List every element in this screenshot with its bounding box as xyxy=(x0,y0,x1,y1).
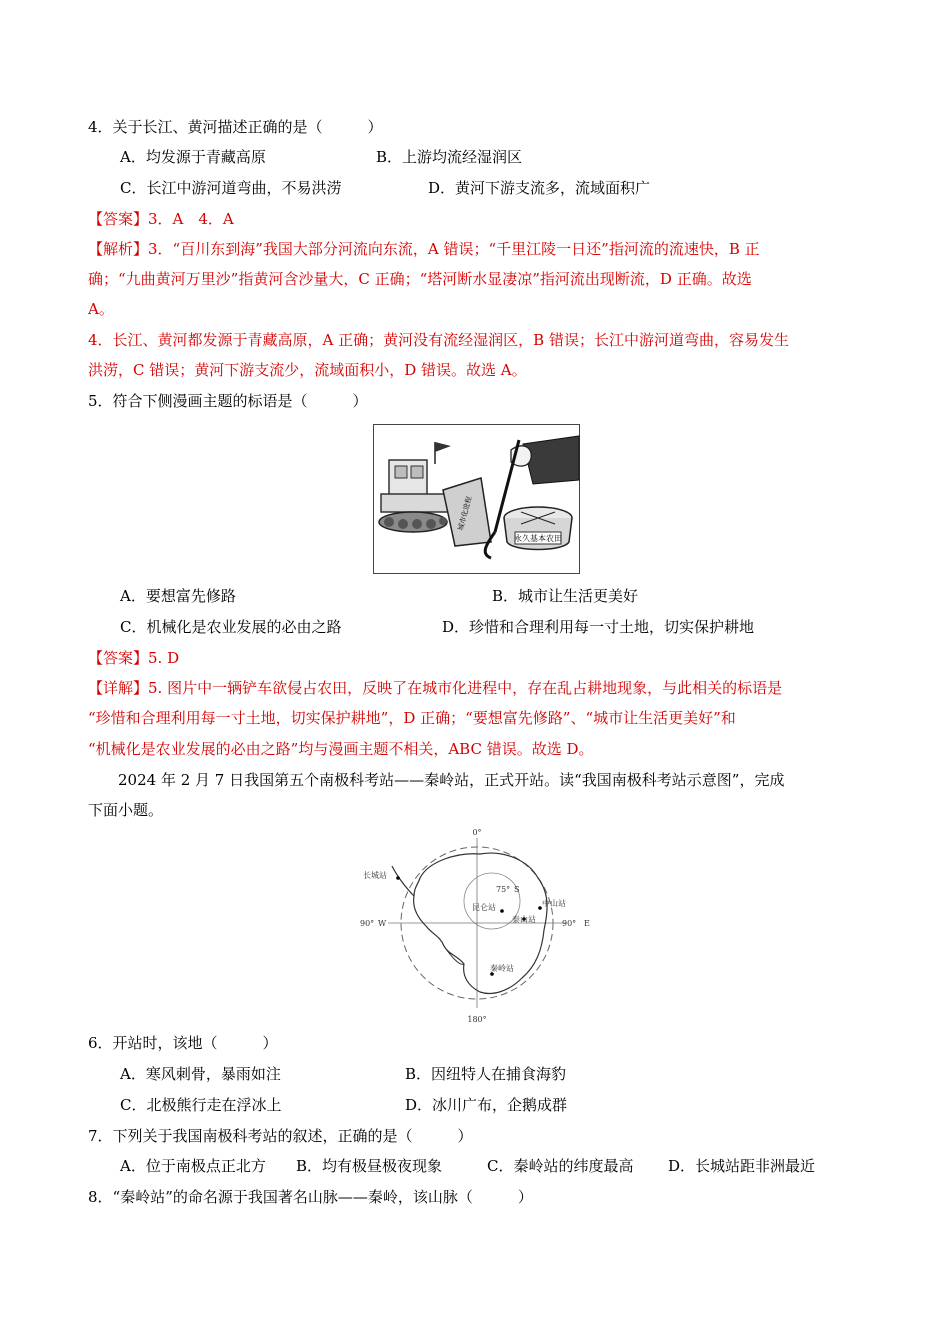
explanation-5-line-2: “珍惜和合理利用每一寸土地，切实保护耕地”，D 正确；“要想富先修路”、“城市让生活更美好”和 xyxy=(88,709,736,727)
question-7-option-a: A．位于南极点正北方 xyxy=(120,1157,266,1175)
question-5-option-a: A．要想富先修路 xyxy=(120,587,236,605)
map-right-direction: E xyxy=(584,919,590,928)
question-4-stem: 4．关于长江、黄河描述正确的是（ ） xyxy=(88,118,383,136)
map-left-direction: W xyxy=(378,919,387,928)
changcheng-station-label: 长城站 xyxy=(363,871,387,880)
question-6-option-a: A．寒风刺骨，暴雨如注 xyxy=(120,1065,281,1083)
peninsula-outline xyxy=(392,866,414,896)
answer-3-4: 【答案】3．A 4．A xyxy=(88,210,234,228)
explanation-5-line-3: “机械化是农业发展的必由之路”均与漫画主题不相关，ABC 错误。故选 D。 xyxy=(88,740,594,758)
kunlun-station-label: 昆仑站 xyxy=(472,903,496,912)
question-6-option-d: D．冰川广布，企鹅成群 xyxy=(405,1096,568,1114)
question-4-option-c: C．长江中游河道弯曲，不易洪涝 xyxy=(120,179,342,197)
map-right-degree: 90° xyxy=(562,919,577,928)
map-left-degree: 90° xyxy=(360,919,375,928)
question-4-option-d: D．黄河下游支流多，流域面积广 xyxy=(428,179,651,197)
bulldozer-sign: 城市化进程 xyxy=(456,495,474,532)
question-8-stem: 8．“秦岭站”的命名源于我国著名山脉——秦岭，该山脉（ ） xyxy=(88,1188,533,1206)
question-7-option-d: D．长城站距非洲最近 xyxy=(668,1157,816,1175)
intro-line-2: 下面小题。 xyxy=(88,801,164,819)
farmland-sign: 永久基本农田 xyxy=(514,534,562,543)
question-5-option-d: D．珍惜和合理利用每一寸土地，切实保护耕地 xyxy=(442,618,755,636)
map-latitude-direction: S xyxy=(514,885,520,894)
question-4-option-a: A．均发源于青藏高原 xyxy=(120,148,266,166)
explanation-5-line-1: 【详解】5. 图片中一辆铲车欲侵占农田，反映了在城市化进程中，存在乱占耕地现象，与此相关的标语是 xyxy=(88,679,783,697)
question-7-stem: 7．下列关于我国南极科考站的叙述，正确的是（ ） xyxy=(88,1127,473,1145)
question-5-option-b: B．城市让生活更美好 xyxy=(492,587,639,605)
question-7-option-c: C．秦岭站的纬度最高 xyxy=(487,1157,634,1175)
explanation-3-line-3: A。 xyxy=(88,300,114,318)
taishan-station-label: 泰山站 xyxy=(512,915,536,924)
explanation-3-line-2: 确；“九曲黄河万里沙”指黄河含沙量大，C 正确；“塔河断水显凄凉”指河流出现断流，D 正确。故选 xyxy=(88,270,752,288)
explanation-4-line-1: 4．长江、黄河都发源于青藏高原，A 正确；黄河没有流经湿润区，B 错误；长江中游河道弯曲，容易发生 xyxy=(88,331,789,349)
qinling-station-label: 秦岭站 xyxy=(490,964,514,973)
explanation-4-line-2: 洪涝，C 错误；黄河下游支流少，流域面积小，D 错误。故选 A。 xyxy=(88,361,527,379)
question-5-stem: 5．符合下侧漫画主题的标语是（ ） xyxy=(88,392,368,410)
antarctic-stations-map xyxy=(352,826,602,1026)
question-6-stem: 6．开站时，该地（ ） xyxy=(88,1034,278,1052)
explanation-3-line-1: 【解析】3．“百川东到海”我国大部分河流向东流，A 错误；“千里江陵一日还”指河流的流速快，B 正 xyxy=(88,240,760,258)
question-7-option-b: B．均有极昼极夜现象 xyxy=(296,1157,443,1175)
intro-line-1: 2024 年 2 月 7 日我国第五个南极科考站——秦岭站，正式开站。读“我国南极科考站示意图”，完成 xyxy=(118,771,785,789)
question-4-option-b: B．上游均流经湿润区 xyxy=(376,148,523,166)
changcheng-station-dot xyxy=(396,876,400,880)
map-latitude-value: 75° xyxy=(496,885,511,894)
map-bottom-degree: 180° xyxy=(467,1015,487,1024)
cartoon-image xyxy=(373,424,580,574)
farmland-drawing xyxy=(504,507,572,550)
kunlun-station-dot xyxy=(500,909,504,913)
question-6-option-b: B．因纽特人在捕食海豹 xyxy=(405,1065,567,1083)
map-top-degree: 0° xyxy=(472,828,482,837)
question-6-option-c: C．北极熊行走在浮冰上 xyxy=(120,1096,282,1114)
question-5-option-c: C．机械化是农业发展的必由之路 xyxy=(120,618,342,636)
answer-5: 【答案】5. D xyxy=(88,649,180,667)
zhongshan-station-label: 中山站 xyxy=(542,899,566,908)
